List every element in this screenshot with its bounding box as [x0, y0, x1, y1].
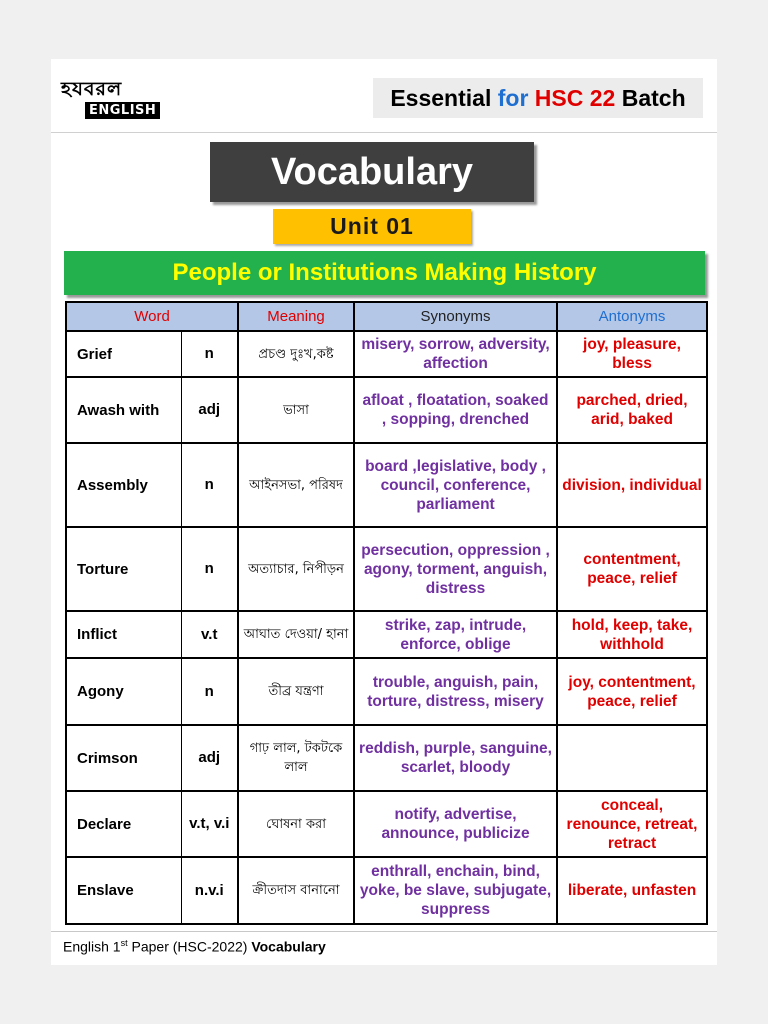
synonyms-cell: strike, zap, intrude, enforce, oblige — [354, 611, 557, 658]
vocabulary-table — [65, 301, 708, 925]
word-cell: Awash with — [66, 377, 181, 443]
pos-cell: n — [181, 527, 238, 611]
meaning-cell: অত্যাচার, নিপীড়ন — [238, 527, 354, 611]
footer-prefix: English 1 — [63, 938, 121, 955]
meaning-cell: আইনসভা, পরিষদ — [238, 443, 354, 527]
page-title: Vocabulary — [210, 142, 534, 202]
table-row — [66, 331, 707, 377]
antonyms-cell: joy, contentment, peace, relief — [557, 658, 707, 725]
antonyms-cell — [557, 725, 707, 791]
word-cell: Assembly — [66, 443, 181, 527]
synonyms-cell: board ,legislative, body , council, conference, parliament — [354, 443, 557, 527]
synonyms-cell: notify, advertise, announce, publicize — [354, 791, 557, 857]
footer-middle: Paper (HSC-2022) — [127, 938, 252, 955]
antonyms-cell: conceal, renounce, retreat, retract — [557, 791, 707, 857]
antonyms-cell: division, individual — [557, 443, 707, 527]
page-footer — [63, 938, 326, 955]
synonyms-cell: enthrall, enchain, bind, yoke, be slave, subjugate, suppress — [354, 857, 557, 924]
table-row — [66, 377, 707, 443]
pos-cell: v.t — [181, 611, 238, 658]
logo-bangla-text: হযবরল — [61, 78, 123, 100]
table-row — [66, 527, 707, 611]
meaning-cell: ভাসা — [238, 377, 354, 443]
table-row — [66, 857, 707, 924]
table-row — [66, 611, 707, 658]
meaning-cell: আঘাত দেওয়া/ হানা — [238, 611, 354, 658]
synonyms-cell: reddish, purple, sanguine, scarlet, bloody — [354, 725, 557, 791]
word-cell: Grief — [66, 331, 181, 377]
pos-cell: adj — [181, 377, 238, 443]
synonyms-cell: trouble, anguish, pain, torture, distress, misery — [354, 658, 557, 725]
pos-cell: n — [181, 658, 238, 725]
antonyms-cell: contentment, peace, relief — [557, 527, 707, 611]
table-row — [66, 725, 707, 791]
header-meaning: Meaning — [238, 302, 354, 331]
word-cell: Inflict — [66, 611, 181, 658]
pos-cell: adj — [181, 725, 238, 791]
meaning-cell: ঘোষনা করা — [238, 791, 354, 857]
footer-bold: Vocabulary — [251, 938, 326, 955]
table-row — [66, 658, 707, 725]
essential-banner — [373, 78, 703, 118]
meaning-cell: গাঢ় লাল, টকটকে লাল — [238, 725, 354, 791]
essential-for: for — [497, 85, 529, 111]
section-banner: People or Institutions Making History — [64, 251, 705, 295]
header-antonyms: Antonyms — [557, 302, 707, 331]
synonyms-cell: persecution, oppression , agony, torment, anguish, distress — [354, 527, 557, 611]
antonyms-cell: joy, pleasure, bless — [557, 331, 707, 377]
pos-cell: n.v.i — [181, 857, 238, 924]
essential-prefix: Essential — [390, 85, 492, 111]
antonyms-cell: parched, dried, arid, baked — [557, 377, 707, 443]
unit-label: Unit 01 — [273, 209, 471, 244]
footer-sup: st — [120, 938, 128, 948]
pos-cell: n — [181, 443, 238, 527]
logo-english-text: ENGLISH — [85, 102, 160, 119]
brand-logo — [61, 75, 171, 125]
meaning-cell: ক্রীতদাস বানানো — [238, 857, 354, 924]
pos-cell: n — [181, 331, 238, 377]
essential-batch: Batch — [621, 85, 686, 111]
antonyms-cell: liberate, unfasten — [557, 857, 707, 924]
essential-hsc: HSC 22 — [534, 85, 616, 111]
pos-cell: v.t, v.i — [181, 791, 238, 857]
meaning-cell: প্রচণ্ড দুঃখ,কষ্ট — [238, 331, 354, 377]
header-word: Word — [66, 302, 238, 331]
table-header-row — [66, 302, 707, 331]
table-row — [66, 443, 707, 527]
meaning-cell: তীব্র যন্ত্রণা — [238, 658, 354, 725]
word-cell: Torture — [66, 527, 181, 611]
word-cell: Declare — [66, 791, 181, 857]
footer-divider — [51, 931, 717, 932]
header-divider — [51, 132, 717, 133]
word-cell: Crimson — [66, 725, 181, 791]
synonyms-cell: afloat , floatation, soaked , sopping, drenched — [354, 377, 557, 443]
word-cell: Agony — [66, 658, 181, 725]
antonyms-cell: hold, keep, take, withhold — [557, 611, 707, 658]
synonyms-cell: misery, sorrow, adversity, affection — [354, 331, 557, 377]
document-page — [51, 59, 717, 965]
table-row — [66, 791, 707, 857]
word-cell: Enslave — [66, 857, 181, 924]
header-synonyms: Synonyms — [354, 302, 557, 331]
